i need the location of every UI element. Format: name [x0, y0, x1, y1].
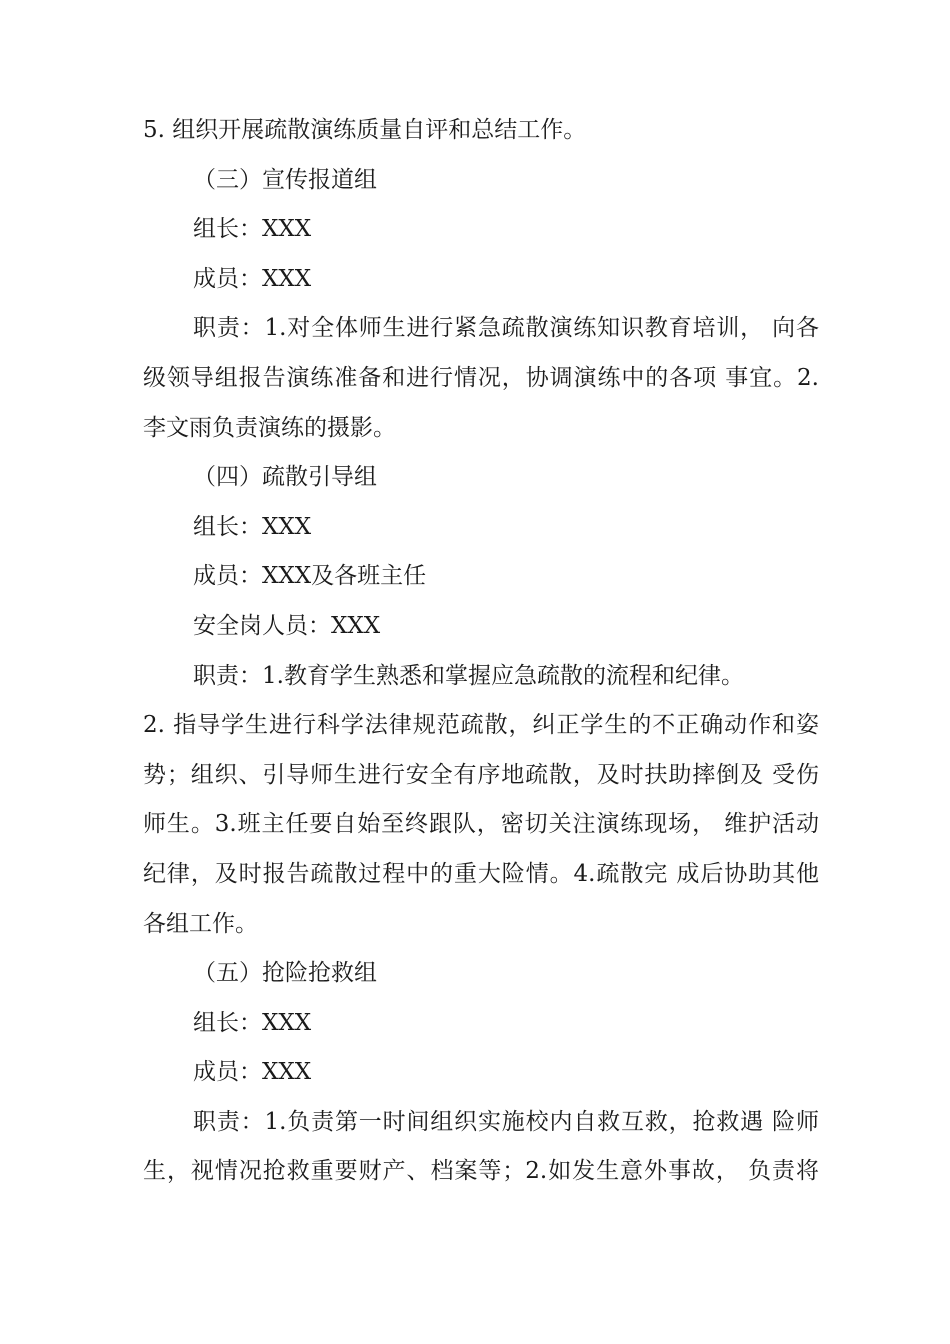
text-line-leader: 组长：XXX [193, 216, 312, 243]
text-line-leader: 组长：XXX [193, 513, 312, 540]
text-line-duties-cont: 纪律，及时报告疏散过程中的重大险情。4.疏散完 成后协助其他 [143, 860, 819, 887]
text-line-duties: 职责：1.负责第一时间组织实施校内自救互救，抢救遇 险师 [193, 1108, 819, 1135]
text-line-duties: 职责：1.教育学生熟悉和掌握应急疏散的流程和纪律。 [193, 662, 744, 689]
text-line-members: 成员：XXX [193, 1059, 312, 1086]
section-heading-rescue-group: （五）抢险抢救组 [193, 960, 377, 987]
section-heading-publicity-group: （三）宣传报道组 [193, 166, 377, 193]
text-line-leader: 组长：XXX [193, 1009, 312, 1036]
text-line-duties-cont: 2. 指导学生进行科学法律规范疏散，纠正学生的不正确动作和姿 [143, 712, 819, 739]
text-line-members: 成员：XXX及各班主任 [193, 563, 427, 590]
text-line-duties-cont: 生，视情况抢救重要财产、档案等；2.如发生意外事故， 负责将 [143, 1158, 819, 1185]
text-line-duties-cont: 师生。3.班主任要自始至终跟队，密切关注演练现场， 维护活动 [143, 811, 819, 838]
text-line-safety-post-staff: 安全岗人员：XXX [193, 612, 381, 639]
text-line-duties: 职责：1.对全体师生进行紧急疏散演练知识教育培训， 向各 [193, 315, 819, 342]
text-line-duties-cont: 各组工作。 [143, 910, 258, 937]
text-line-group-task-5: 5. 组织开展疏散演练质量自评和总结工作。 [143, 117, 587, 143]
text-line-duties-cont: 级领导组报告演练准备和进行情况，协调演练中的各项 事宜。2. [143, 364, 819, 391]
document-body [143, 106, 819, 1197]
section-heading-evacuation-guide-group: （四）疏散引导组 [193, 464, 377, 491]
text-line-members: 成员：XXX [193, 265, 312, 292]
text-line-duties-cont: 势；组织、引导师生进行安全有序地疏散，及时扶助摔倒及 受伤 [143, 761, 819, 788]
text-line-duties-cont: 李文雨负责演练的摄影。 [143, 414, 396, 441]
